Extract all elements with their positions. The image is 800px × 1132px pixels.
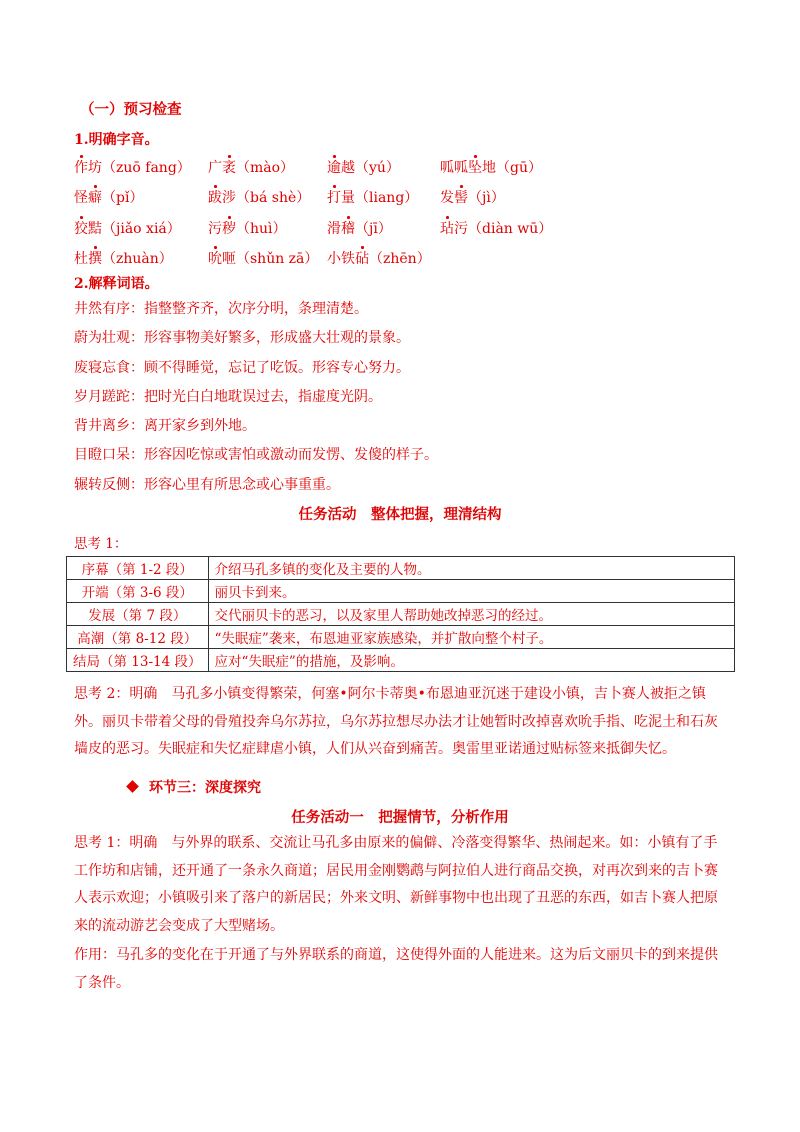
table-row [67, 626, 735, 649]
table-cell-content: 交代丽贝卡的恶习，以及家里人帮助她改掉恶习的经过。 [208, 603, 734, 626]
paragraph-line: 工作坊和店铺，还开通了一条永久商道；居民用金刚鹦鹉与阿拉伯人进行商品交换，对再次到来的吉卜赛 [74, 862, 718, 879]
section-title-deep-explore: 环节三：深度探究 [128, 777, 261, 797]
pinyin-item: 玷污（diàn wū） [440, 221, 553, 237]
table-cell-part: 发展（第 7 段） [67, 603, 209, 626]
table-cell-part: 序幕（第 1-2 段） [67, 557, 209, 580]
section-title-preview-check: （一）预习检查 [80, 101, 182, 118]
pinyin-item: 滑稽（jī） [327, 221, 392, 237]
paragraph-line: 思考 2：明确 马孔多小镇变得繁荣，何塞•阿尔卡蒂奥•布恩迪亚沉迷于建设小镇，吉卜赛人被拒之镇 [74, 686, 706, 702]
paragraph-line: 了条件。 [74, 974, 130, 991]
pinyin-heading: 1.明确字音。 [74, 132, 159, 148]
paragraph-line: 来的流动游艺会变成了大型赌场。 [74, 917, 284, 934]
pinyin-item: 作坊（zuō fang） [74, 160, 191, 176]
pinyin-item: 发髻（jì） [440, 190, 505, 206]
table-cell-part: 结局（第 13-14 段） [67, 649, 209, 672]
words-heading: 2.解释词语。 [74, 276, 159, 292]
word-definition: 辗转反侧：形容心里有所思念或心事重重。 [74, 477, 340, 493]
think1-label: 思考 1： [74, 536, 128, 552]
paragraph-line: 作用：马孔多的变化在于开通了与外界联系的商道，这使得外面的人能进来。这为后文丽贝卡的到来提供 [74, 947, 718, 963]
diamond-bullet-icon [126, 780, 139, 793]
pinyin-item: 狡黠（jiǎo xiá） [74, 221, 181, 237]
table-row [67, 580, 735, 603]
paragraph-line: 人表示欢迎；小镇吸引来了落户的新居民；外来文明、新鲜事物中也出现了丑恶的东西，如吉卜赛人把原 [74, 890, 718, 906]
table-row [67, 603, 735, 626]
table-cell-part: 开端（第 3-6 段） [67, 580, 209, 603]
table-row [67, 649, 735, 672]
pinyin-item: 广袤（mào） [208, 160, 295, 176]
pinyin-item: 吮咂（shǔn zā） [208, 251, 319, 267]
pinyin-item: 逾越（yú） [327, 160, 400, 176]
pinyin-item: 污秽（huì） [208, 221, 287, 237]
think1-paragraph [74, 830, 734, 940]
pinyin-item: 呱呱坠地（gū） [440, 160, 542, 176]
table-cell-part: 高潮（第 8-12 段） [67, 626, 209, 649]
word-definition: 岁月蹉跎：把时光白白地耽误过去，指虚度光阴。 [74, 389, 382, 405]
word-definition: 目瞪口呆：形容因吃惊或害怕或激动而发愣、发傻的样子。 [74, 447, 438, 463]
word-definition: 蔚为壮观：形容事物美好繁多，形成盛大壮观的景象。 [74, 330, 410, 346]
pinyin-item: 杜撰（zhuàn） [74, 251, 173, 267]
structure-table [66, 556, 735, 672]
table-cell-content: 介绍马孔多镇的变化及主要的人物。 [208, 557, 734, 580]
task-title-plot: 任务活动一 把握情节，分析作用 [291, 809, 509, 826]
table-cell-content: 应对“失眠症”的措施，及影响。 [208, 649, 734, 672]
pinyin-item: 跋涉（bá shè） [208, 190, 311, 206]
table-cell-content: “失眠症”袭来，布恩迪亚家族感染，并扩散向整个村子。 [208, 626, 734, 649]
effect-paragraph [74, 942, 734, 997]
table-cell-content: 丽贝卡到来。 [208, 580, 734, 603]
paragraph-line: 外。丽贝卡带着父母的骨殖投奔乌尔苏拉，乌尔苏拉想尽办法才让她暂时改掉喜欢吮手指、吃泥土和石灰 [74, 713, 718, 730]
pinyin-item: 怪癖（pǐ） [74, 190, 144, 206]
paragraph-line: 思考 1：明确 与外界的联系、交流让马孔多由原来的偏僻、冷落变得繁华、热闹起来。如：小镇有了手 [74, 835, 718, 851]
word-definition: 井然有序：指整整齐齐，次序分明，条理清楚。 [74, 301, 368, 317]
pinyin-item: 打量（liang） [327, 190, 419, 206]
pinyin-item: 小铁砧（zhēn） [327, 251, 431, 267]
think2-paragraph [74, 681, 734, 764]
word-definition: 废寝忘食：顾不得睡觉，忘记了吃饭。形容专心努力。 [74, 360, 410, 376]
task-title-structure: 任务活动 整体把握，理清结构 [298, 506, 502, 523]
table-row [67, 557, 735, 580]
paragraph-line: 墙皮的恶习。失眠症和失忆症肆虐小镇，人们从兴奋到痛苦。奥雷里亚诺通过贴标签来抵御失忆。 [74, 741, 676, 757]
word-definition: 背井离乡：离开家乡到外地。 [74, 418, 256, 434]
